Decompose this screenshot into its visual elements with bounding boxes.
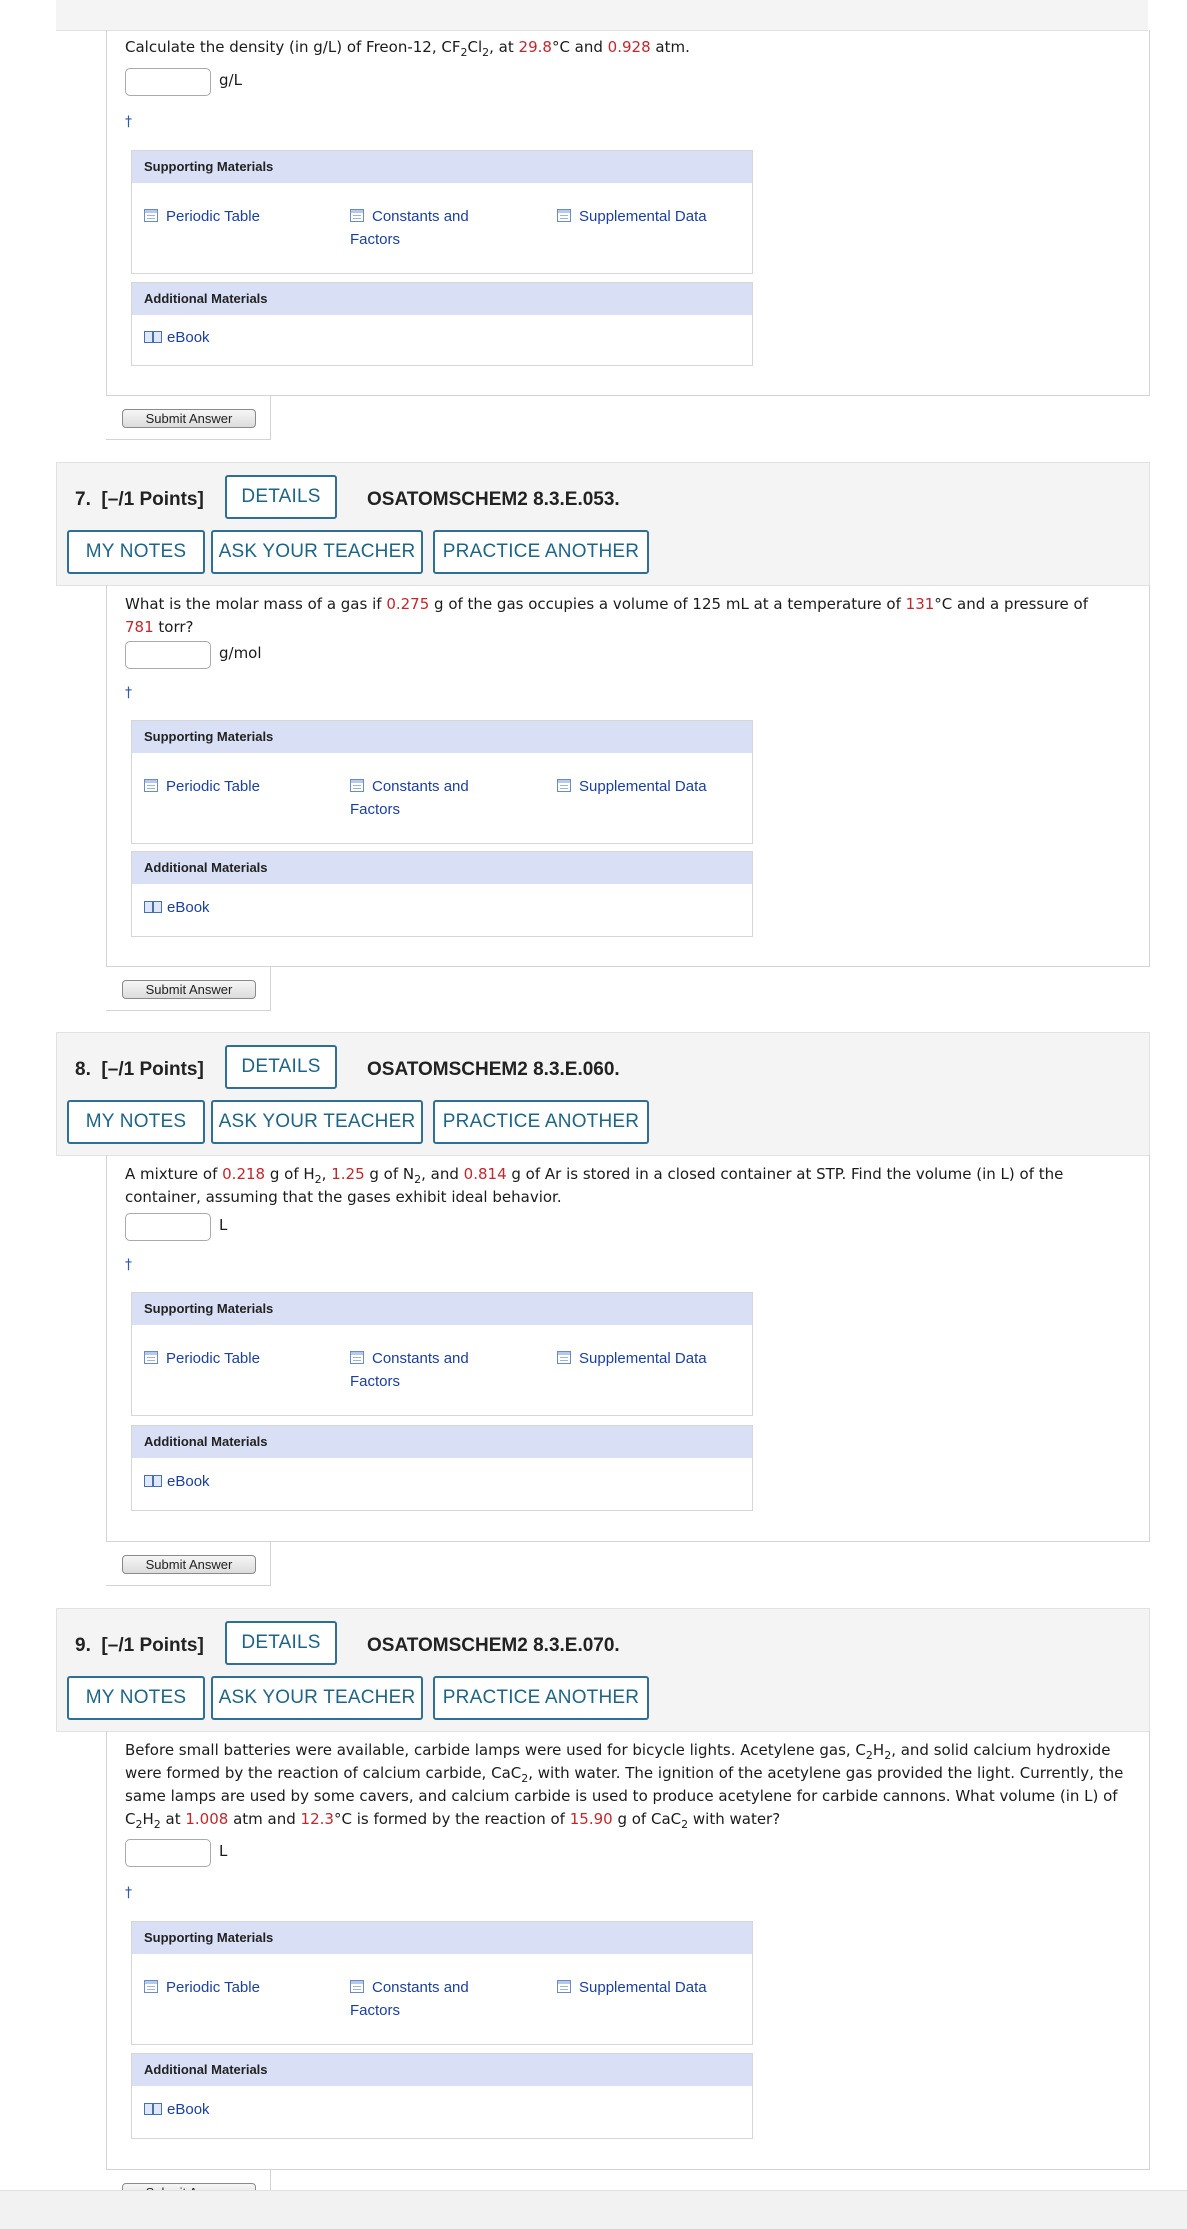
unit-label: g/L	[219, 71, 242, 89]
supplemental-data-link[interactable]: Supplemental Data	[557, 205, 707, 228]
submit-area	[106, 2169, 271, 2191]
question-9-body	[106, 1731, 1150, 2170]
periodic-table-link[interactable]: Periodic Table	[144, 1347, 260, 1370]
table-icon	[557, 209, 571, 222]
volume-answer-input[interactable]	[125, 1839, 211, 1867]
ebook-link[interactable]: eBook	[144, 2098, 210, 2121]
submit-area	[106, 1541, 271, 1586]
supporting-materials-title: Supporting Materials	[132, 151, 752, 183]
dagger-mark: †	[125, 685, 132, 701]
supplemental-data-link[interactable]: Supplemental Data	[557, 1976, 707, 1999]
question-7-body	[106, 585, 1150, 967]
submit-answer-button[interactable]: Submit Answer	[122, 1555, 256, 1574]
supplemental-data-link[interactable]: Supplemental Data	[557, 1347, 707, 1370]
question-8-body	[106, 1155, 1150, 1542]
dagger-mark: †	[125, 1257, 132, 1273]
supporting-materials-title: Supporting Materials	[132, 721, 752, 753]
constants-factors-link[interactable]: Constants and Factors	[350, 778, 469, 818]
supporting-materials-panel	[131, 1292, 753, 1416]
practice-another-button[interactable]: PRACTICE ANOTHER	[433, 1100, 649, 1144]
constants-factors-link[interactable]: Constants and Factors	[350, 1350, 469, 1390]
details-button[interactable]: DETAILS	[225, 1621, 337, 1665]
details-button[interactable]: DETAILS	[225, 475, 337, 519]
question-code: OSATOMSCHEM2 8.3.E.060.	[367, 1059, 620, 1080]
unit-label: L	[219, 1216, 228, 1234]
book-icon	[144, 2103, 162, 2115]
table-icon	[557, 1980, 571, 1993]
ask-your-teacher-button[interactable]: ASK YOUR TEACHER	[211, 1100, 423, 1144]
supporting-materials-title: Supporting Materials	[132, 1293, 752, 1325]
practice-another-button[interactable]: PRACTICE ANOTHER	[433, 530, 649, 574]
unit-label: g/mol	[219, 644, 262, 662]
table-icon	[350, 1351, 364, 1364]
my-notes-button[interactable]: MY NOTES	[67, 1100, 205, 1144]
periodic-table-link[interactable]: Periodic Table	[144, 205, 260, 228]
ebook-link[interactable]: eBook	[144, 896, 210, 919]
question-7-text: What is the molar mass of a gas if 0.275 g of the gas occupies a volume of 125 mL at a temperature of 131°C and a pressure of 781 torr?	[125, 595, 1089, 636]
question-6-text: Calculate the density (in g/L) of Freon-12, $CF_2Cl_2$, at 29.8°C and 0.928 atm.	[125, 38, 690, 59]
supporting-materials-panel	[131, 720, 753, 844]
table-icon	[557, 1351, 571, 1364]
table-icon	[144, 1351, 158, 1364]
submit-area	[106, 966, 271, 1011]
book-icon	[144, 331, 162, 343]
volume-answer-input[interactable]	[125, 1213, 211, 1241]
additional-materials-panel	[131, 1425, 753, 1511]
constants-factors-link[interactable]: Constants and Factors	[350, 1979, 469, 2019]
table-icon	[350, 779, 364, 792]
additional-materials-panel	[131, 282, 753, 366]
dagger-mark: †	[125, 114, 132, 130]
book-icon	[144, 901, 162, 913]
submit-answer-button[interactable]: Submit Answer	[122, 409, 256, 428]
additional-materials-title: Additional Materials	[132, 2054, 752, 2086]
question-code: OSATOMSCHEM2 8.3.E.070.	[367, 1635, 620, 1656]
molar-mass-answer-input[interactable]	[125, 641, 211, 669]
question-8-text: A mixture of 0.218 g of $H_2$, 1.25 g of $N_2$, and 0.814 g of Ar is stored in a closed container at STP. Find the volume (in L) of the container, assuming that the gases exhibit ideal behavior.	[125, 1165, 1064, 1206]
additional-materials-title: Additional Materials	[132, 283, 752, 315]
ebook-link[interactable]: eBook	[144, 1470, 210, 1493]
table-icon	[350, 209, 364, 222]
table-icon	[144, 779, 158, 792]
submit-area	[106, 395, 271, 440]
my-notes-button[interactable]: MY NOTES	[67, 1676, 205, 1720]
question-9-text: Before small batteries were available, carbide lamps were used for bicycle lights. Acetylene gas, $C_2H_2$, and solid calcium hydroxide were formed by the reaction of calcium carbide, CaC$_2$, with water. The ignition of the acetylene gas provided the light. Currently, the same lamps are used by some cavers, and calcium carbide is used to produce acetylene for carbide cannons. What volume (in L) of $C_2H_2$ at 1.008 atm and 12.3°C is formed by the reaction of 15.90 g of CaC$_2$ with water?	[125, 1741, 1124, 1831]
details-button[interactable]: DETAILS	[225, 1045, 337, 1089]
ask-your-teacher-button[interactable]: ASK YOUR TEACHER	[211, 530, 423, 574]
supplemental-data-link[interactable]: Supplemental Data	[557, 775, 707, 798]
additional-materials-title: Additional Materials	[132, 1426, 752, 1458]
ebook-link[interactable]: eBook	[144, 326, 210, 349]
additional-materials-panel	[131, 851, 753, 937]
table-icon	[144, 1980, 158, 1993]
question-number: 8. [–/1 Points]	[75, 1059, 204, 1080]
supporting-materials-panel	[131, 150, 753, 274]
periodic-table-link[interactable]: Periodic Table	[144, 1976, 260, 1999]
submit-answer-button[interactable]: Submit Answer	[122, 980, 256, 999]
practice-another-button[interactable]: PRACTICE ANOTHER	[433, 1676, 649, 1720]
table-icon	[350, 1980, 364, 1993]
unit-label: L	[219, 1842, 228, 1860]
ask-your-teacher-button[interactable]: ASK YOUR TEACHER	[211, 1676, 423, 1720]
book-icon	[144, 1475, 162, 1487]
constants-factors-link[interactable]: Constants and Factors	[350, 208, 469, 248]
table-icon	[557, 779, 571, 792]
question-8-header	[56, 1032, 1150, 1156]
my-notes-button[interactable]: MY NOTES	[67, 530, 205, 574]
table-icon	[144, 209, 158, 222]
additional-materials-title: Additional Materials	[132, 852, 752, 884]
question-6-body	[106, 30, 1150, 396]
dagger-mark: †	[125, 1885, 132, 1901]
question-6-header-strip	[56, 0, 1148, 31]
question-number: 9. [–/1 Points]	[75, 1635, 204, 1656]
bottom-overlay-bar	[0, 2190, 1187, 2229]
density-answer-input[interactable]	[125, 68, 211, 96]
supporting-materials-panel	[131, 1921, 753, 2045]
question-code: OSATOMSCHEM2 8.3.E.053.	[367, 489, 620, 510]
additional-materials-panel	[131, 2053, 753, 2139]
question-9-header	[56, 1608, 1150, 1732]
periodic-table-link[interactable]: Periodic Table	[144, 775, 260, 798]
supporting-materials-title: Supporting Materials	[132, 1922, 752, 1954]
question-number: 7. [–/1 Points]	[75, 489, 204, 510]
question-7-header	[56, 462, 1150, 586]
